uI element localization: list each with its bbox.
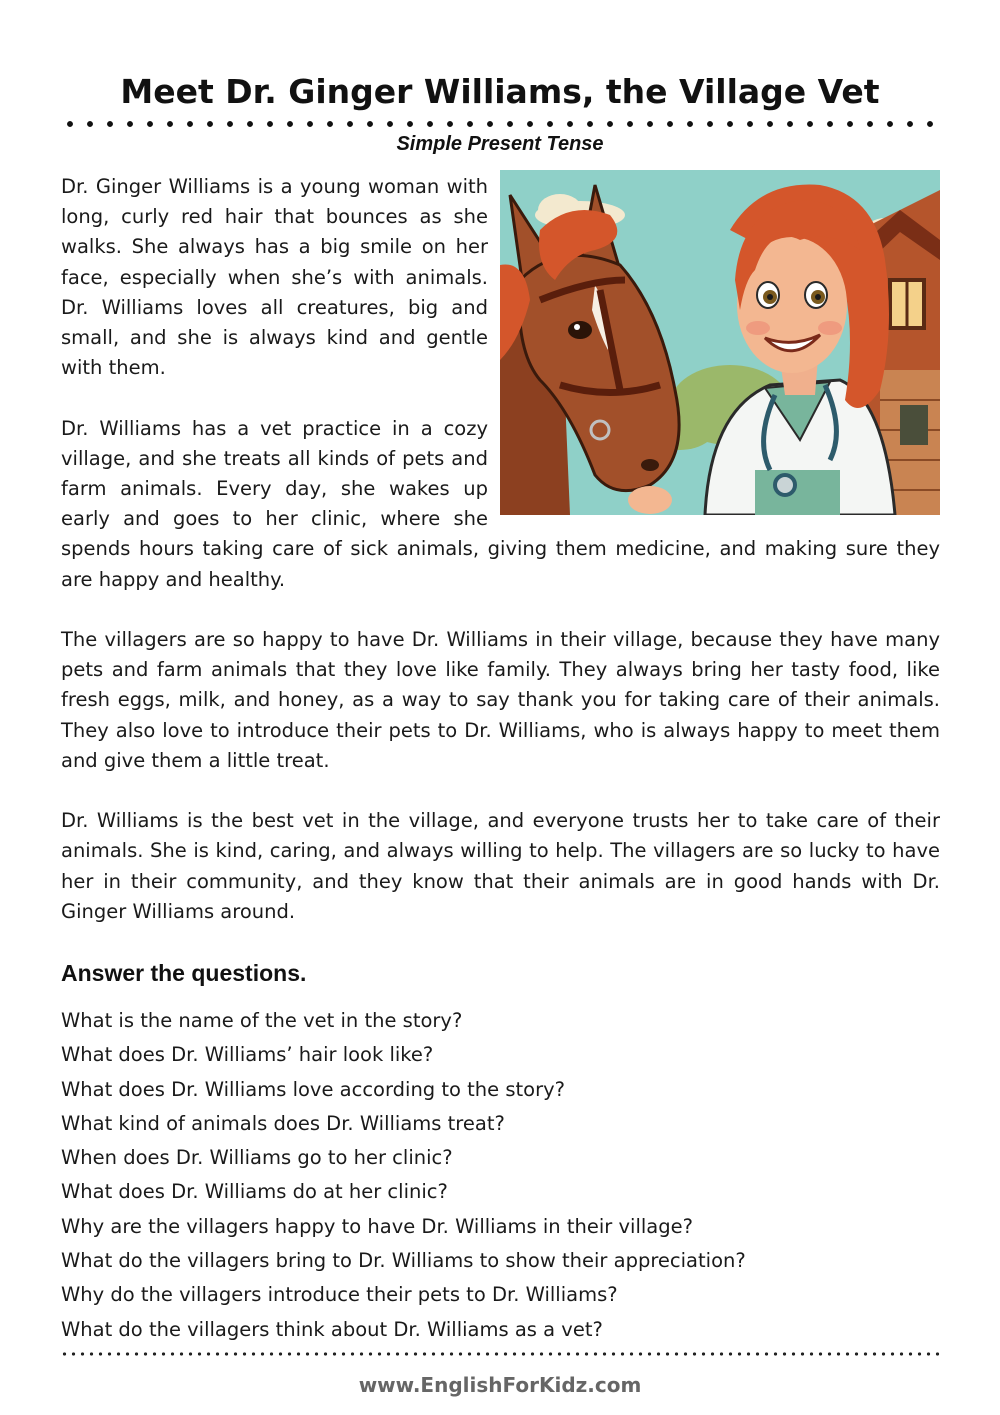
question-item: Why do the villagers introduce their pets to Dr. Williams?: [61, 1283, 618, 1307]
question-item: What does Dr. Williams’ hair look like?: [61, 1043, 434, 1067]
story-paragraph-1: Dr. Ginger Williams is a young woman with long, curly red hair that bounces as she walks. She always has a big smile on her face, especially when she’s with animals. Dr. Williams loves all creatures, big and small, and she is always kind and gentle with them.: [61, 175, 488, 380]
story-paragraph-2: Dr. Williams has a vet practice in a cozy village, and she treats all kinds of pets and farm animals. Every day, she wakes up early and goes to her clinic, where she spends hours taking care of sick animals, giving them medicine, and making sure they are happy and healthy.: [61, 416, 940, 591]
question-item: What is the name of the vet in the story?: [61, 1009, 463, 1032]
dotted-divider-bottom: [60, 1352, 940, 1356]
page-title: Meet Dr. Ginger Williams, the Village Vet: [120, 72, 880, 111]
story-paragraph-4: Dr. Williams is the best vet in the village, and everyone trusts her to take care of their animals. She is kind, caring, and always willing to help. The villagers are so lucky to have her in their community, and they know that their animals are in good hands with Dr. Ginger Williams around.: [61, 809, 940, 923]
footer-website: www.EnglishForKidz.com: [358, 1373, 642, 1397]
vet-and-horse-illustration: [500, 170, 940, 515]
story-text: [61, 172, 940, 957]
dotted-divider-top: [60, 120, 940, 128]
questions-list: [61, 1006, 941, 1349]
question-item: What do the villagers bring to Dr. Williams to show their appreciation?: [61, 1249, 746, 1273]
question-item: What does Dr. Williams love according to the story?: [61, 1077, 565, 1101]
page-subtitle: Simple Present Tense: [396, 133, 604, 155]
questions-heading: Answer the questions.: [61, 960, 307, 986]
question-item: Why are the villagers happy to have Dr. Williams in their village?: [61, 1214, 693, 1238]
question-item: What do the villagers think about Dr. Williams as a vet?: [61, 1317, 603, 1341]
question-item: What kind of animals does Dr. Williams treat?: [61, 1111, 505, 1135]
question-item: When does Dr. Williams go to her clinic?: [61, 1146, 453, 1170]
story-paragraph-3: The villagers are so happy to have Dr. Williams in their village, because they have many pets and farm animals that they love like family. They always bring her tasty food, like fresh eggs, milk, and honey, as a way to say thank you for taking care of their animals. They also love to introduce their pets to Dr. Williams, who is always happy to meet them and give them a little treat.: [61, 628, 940, 772]
question-item: What does Dr. Williams do at her clinic?: [61, 1180, 448, 1204]
